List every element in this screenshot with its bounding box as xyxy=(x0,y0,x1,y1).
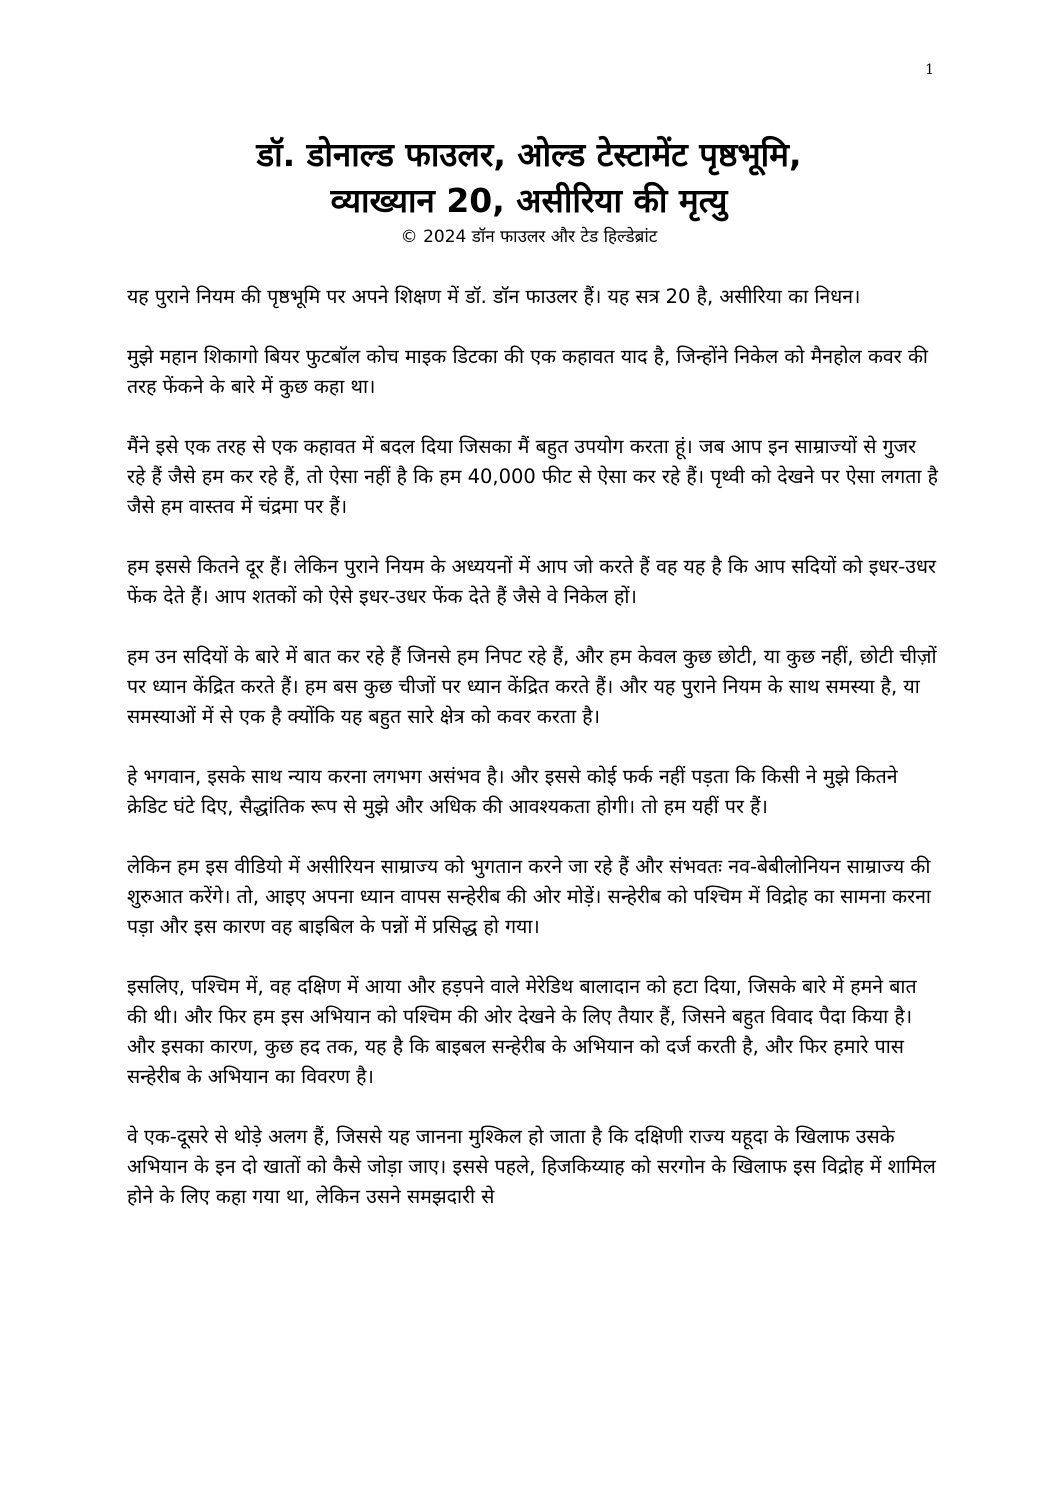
paragraph: मैंने इसे एक तरह से एक कहावत में बदल दिया जिसका मैं बहुत उपयोग करता हूं। जब आप इन साम्राज्यों से गुजर रहे हैं जैसे हम कर रहे हैं, तो ऐसा नहीं है कि हम 40,000 फीट से ऐसा कर रहे हैं। पृथ्वी को देखने पर ऐसा लगता है जैसे हम वास्तव में चंद्रमा पर हैं। xyxy=(127,435,938,518)
document-body xyxy=(127,282,939,1242)
paragraph: हम इससे कितने दूर हैं। लेकिन पुराने नियम के अध्ययनों में आप जो करते हैं वह यह है कि आप सदियों को इधर-उधर फेंक देते हैं। आप शतकों को ऐसे इधर-उधर फेंक देते हैं जैसे वे निकेल हों। xyxy=(127,555,936,608)
document-title-line-2: व्याख्यान 20, असीरिया की मृत्यु xyxy=(330,181,728,220)
page-number: 1 xyxy=(925,62,934,78)
copyright-notice: © 2024 डॉन फाउलर और टेड हिल्डेब्रांट xyxy=(400,227,658,247)
paragraph: वे एक-दूसरे से थोड़े अलग हैं, जिससे यह जानना मुश्किल हो जाता है कि दक्षिणी राज्य यहूदा के खिलाफ उसके अभियान के इन दो खातों को कैसे जोड़ा जाए। इससे पहले, हिजकिय्याह को सरगोन के खिलाफ इस विद्रोह में शामिल होने के लिए कहा गया था, लेकिन उसने समझदारी से xyxy=(127,1125,936,1208)
document-header xyxy=(100,132,958,250)
paragraph: मुझे महान शिकागो बियर फुटबॉल कोच माइक डिटका की एक कहावत याद है, जिन्होंने निकेल को मैनहोल कवर की तरह फेंकने के बारे में कुछ कहा था। xyxy=(127,345,928,398)
paragraph: यह पुराने नियम की पृष्ठभूमि पर अपने शिक्षण में डॉ. डॉन फाउलर हैं। यह सत्र 20 है, असीरिया का निधन। xyxy=(127,285,861,308)
document-title-line-1: डॉ. डोनाल्ड फाउलर, ओल्ड टेस्टामेंट पृष्ठभूमि, xyxy=(256,135,802,174)
paragraph: हम उन सदियों के बारे में बात कर रहे हैं जिनसे हम निपट रहे हैं, और हम केवल कुछ छोटी, या कुछ नहीं, छोटी चीज़ों पर ध्यान केंद्रित करते हैं। हम बस कुछ चीजों पर ध्यान केंद्रित करते हैं। और यह पुराने नियम के साथ समस्या है, या समस्याओं में से एक है क्योंकि यह बहुत सारे क्षेत्र को कवर करता है। xyxy=(127,645,937,728)
paragraph: इसलिए, पश्चिम में, वह दक्षिण में आया और हड़पने वाले मेरेडिथ बालादान को हटा दिया, जिसके बारे में हमने बात की थी। और फिर हम इस अभियान को पश्चिम की ओर देखने के लिए तैयार हैं, जिसने बहुत विवाद पैदा किया है। और इसका कारण, कुछ हद तक, यह है कि बाइबल सन्हेरीब के अभियान को दर्ज करती है, और फिर हमारे पास सन्हेरीब के अभियान का विवरण है। xyxy=(127,975,917,1088)
paragraph: हे भगवान, इसके साथ न्याय करना लगभग असंभव है। और इससे कोई फर्क नहीं पड़ता कि किसी ने मुझे कितने क्रेडिट घंटे दिए, सैद्धांतिक रूप से मुझे और अधिक की आवश्यकता होगी। तो हम यहीं पर हैं। xyxy=(127,765,898,818)
paragraph: लेकिन हम इस वीडियो में असीरियन साम्राज्य को भुगतान करने जा रहे हैं और संभवतः नव-बेबीलोनियन साम्राज्य की शुरुआत करेंगे। तो, आइए अपना ध्यान वापस सन्हेरीब की ओर मोड़ें। सन्हेरीब को पश्चिम में विद्रोह का सामना करना पड़ा और इस कारण वह बाइबिल के पन्नों में प्रसिद्ध हो गया। xyxy=(127,855,931,938)
